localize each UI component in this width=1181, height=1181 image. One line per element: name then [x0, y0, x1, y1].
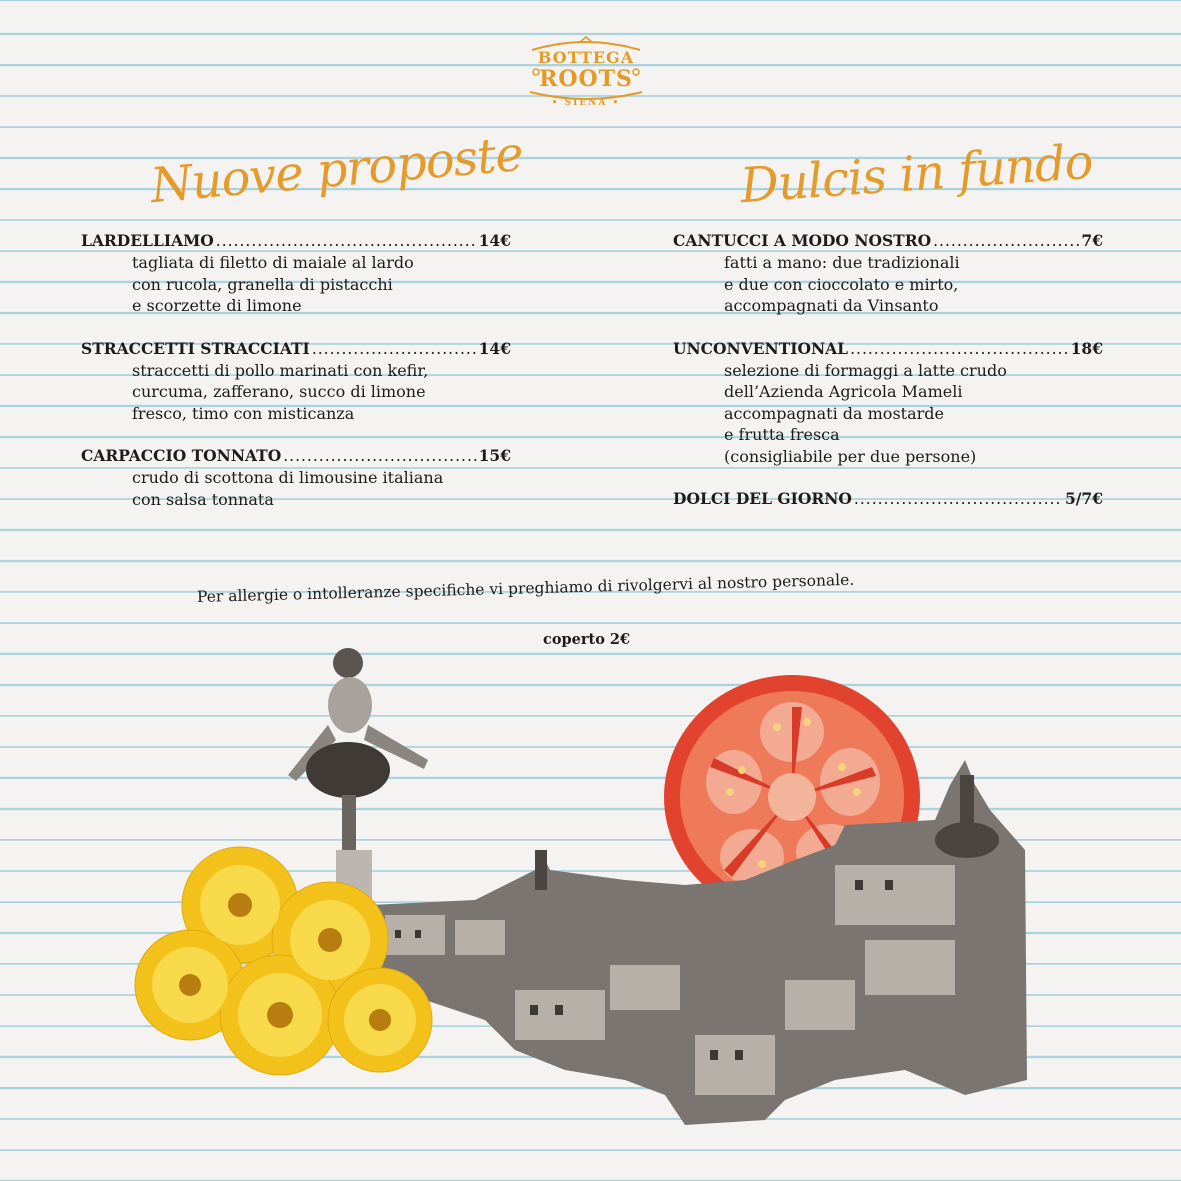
dot-leader: [283, 446, 476, 467]
dot-leader: [933, 231, 1079, 252]
menu-item-description: fatti a mano: due tradizionali: [724, 253, 960, 272]
dot-leader: [216, 231, 477, 252]
menu-item-name: LARDELLIAMO: [81, 231, 214, 250]
menu-item-description: e frutta fresca: [724, 425, 840, 444]
menu-item: [81, 230, 511, 317]
dot-leader: [312, 339, 477, 360]
menu-item-header: [673, 488, 1103, 510]
menu-item-description: con salsa tonnata: [132, 489, 274, 509]
menu-item: [81, 445, 511, 510]
menu-item-name: CANTUCCI A MODO NOSTRO: [673, 231, 932, 250]
yellow-daisies-image: [130, 845, 440, 1080]
menu-item-name: STRACCETTI STRACCIATI: [81, 338, 310, 358]
menu-item-name: UNCONVENTIONAL: [673, 338, 849, 358]
allergy-note: Per allergie o intolleranze specifiche vi preghiamo di rivolgervi al nostro personale.: [196, 570, 855, 606]
menu-item-header: [81, 230, 511, 252]
menu-item-description: con rucola, granella di pistacchi: [132, 274, 393, 294]
logo-text-bottega: BOTTEGA: [537, 48, 635, 67]
menu-item-description: e scorzette di limone: [132, 296, 302, 315]
menu-item-header: [673, 338, 1103, 360]
dot-leader: [854, 489, 1063, 510]
section-title-dulcis-in-fundo: Dulcis in fundo: [738, 133, 1095, 215]
menu-item-header: [81, 445, 511, 467]
menu-item-price: 5/7€: [1064, 489, 1103, 508]
menu-item-description: fresco, timo con misticanza: [132, 403, 355, 423]
menu-item-name: CARPACCIO TONNATO: [81, 446, 282, 465]
dot-leader: [850, 339, 1069, 360]
menu-item-price: 15€: [478, 446, 511, 465]
menu-item-name: DOLCI DEL GIORNO: [673, 489, 852, 508]
menu-item: [673, 230, 1103, 317]
logo-text-roots: ROOTS: [539, 66, 633, 92]
menu-item: [81, 338, 511, 425]
menu-item-price: 7€: [1081, 231, 1103, 250]
menu-item-description: accompagnati da Vinsanto: [724, 296, 939, 315]
menu-item-description: straccetti di pollo marinati con kefir,: [132, 360, 429, 380]
logo-text-siena: • SIENA •: [551, 98, 621, 108]
menu-item: [673, 488, 1103, 510]
menu-item-description: e due con cioccolato e mirto,: [724, 274, 959, 294]
menu-item-description: selezione di formaggi a latte crudo: [724, 360, 1007, 380]
menu-item-description: crudo di scottona di limousine italiana: [132, 468, 444, 487]
menu-item-header: [673, 230, 1103, 252]
menu-item-price: 18€: [1070, 338, 1103, 358]
menu-item-description: curcuma, zafferano, succo di limone: [132, 382, 426, 401]
menu-item-price: 14€: [478, 338, 511, 358]
section-title-nuove-proposte: Nuove proposte: [148, 125, 525, 215]
menu-item-header: [81, 338, 511, 360]
menu-right-column: [673, 230, 1103, 531]
menu-item-description: (consigliabile per due persone): [724, 446, 977, 466]
bottega-roots-logo: [526, 36, 646, 114]
menu-left-column: [81, 230, 511, 531]
menu-item-price: 14€: [478, 231, 511, 250]
coperto-price: coperto 2€: [543, 631, 631, 648]
menu-item: [673, 338, 1103, 468]
menu-item-description: dell’Azienda Agricola Mameli: [724, 382, 963, 401]
menu-item-description: tagliata di filetto di maiale al lardo: [132, 253, 414, 272]
menu-item-description: accompagnati da mostarde: [724, 403, 944, 423]
